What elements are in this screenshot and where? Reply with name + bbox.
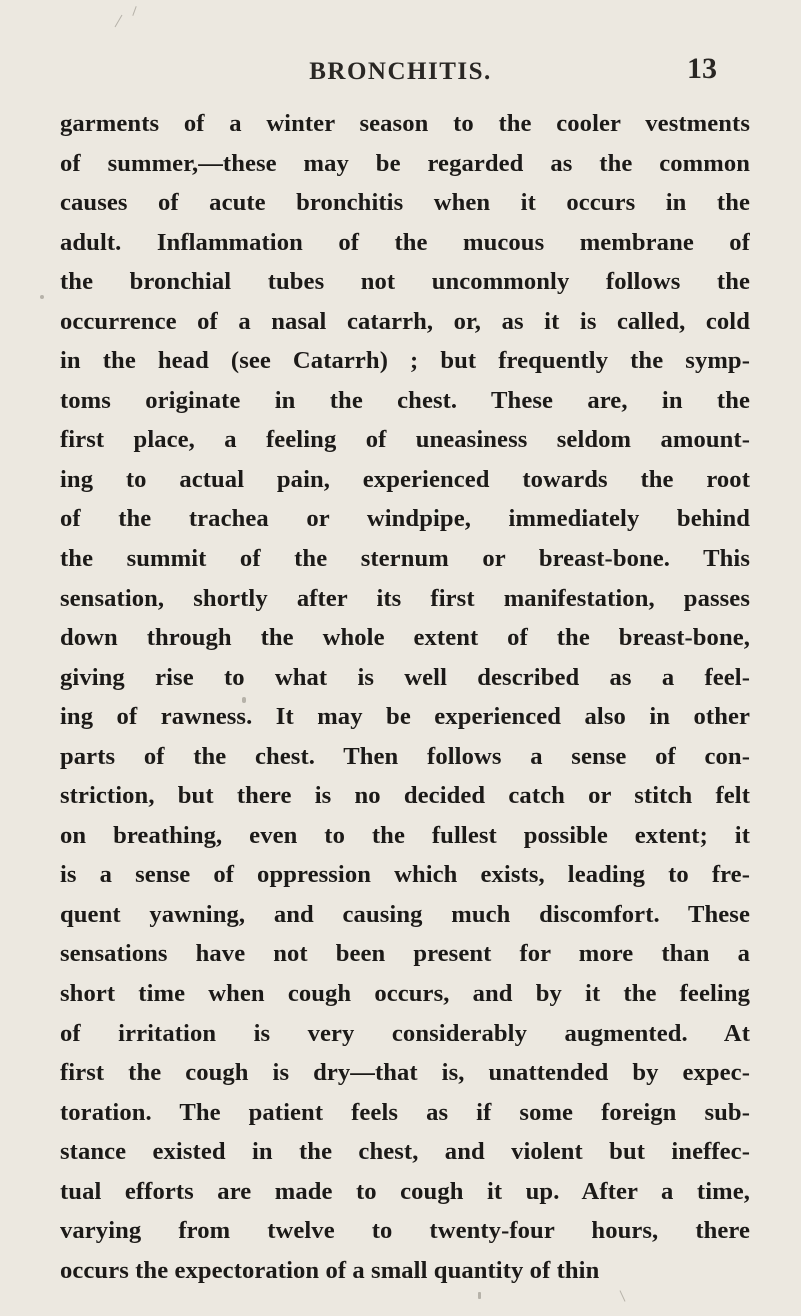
text-line: short time when cough occurs, and by it the feeling: [60, 980, 750, 1008]
text-line: on breathing, even to the fullest possible extent; it: [60, 821, 750, 849]
page-number: 13: [687, 52, 717, 85]
text-line: of the trachea or windpipe, immediately behind: [60, 505, 750, 533]
paper-speck: [115, 15, 123, 28]
text-line: toration. The patient feels as if some foreign sub-: [60, 1098, 750, 1126]
paper-speck: [132, 6, 136, 16]
text-line: varying from twelve to twenty-four hours, there: [60, 1217, 750, 1245]
paper-speck: [620, 1290, 626, 1301]
text-line: adult. Inflammation of the mucous membrane of: [60, 228, 750, 256]
text-line: the bronchial tubes not uncommonly follows the: [60, 268, 750, 296]
text-line: occurrence of a nasal catarrh, or, as it is called, cold: [60, 307, 750, 335]
text-line: of irritation is very considerably augmented. At: [60, 1019, 750, 1047]
text-line: occurs the expectoration of a small quantity of thin: [60, 1256, 600, 1284]
running-head: [0, 50, 801, 90]
text-line: stance existed in the chest, and violent but ineffec-: [60, 1138, 750, 1166]
paper-speck: [40, 295, 44, 299]
text-line: first the cough is dry—that is, unattended by expec-: [60, 1059, 750, 1087]
text-line: sensation, shortly after its first manifestation, passes: [60, 584, 750, 612]
text-line: sensations have not been present for more than a: [60, 940, 750, 968]
text-line: ing of rawness. It may be experienced also in other: [60, 703, 750, 731]
text-line: garments of a winter season to the cooler vestments: [60, 110, 750, 137]
paper-speck: [242, 697, 246, 703]
text-line: in the head (see Catarrh) ; but frequently the symp-: [60, 347, 750, 375]
text-line: the summit of the sternum or breast-bone. This: [60, 545, 750, 573]
text-line: tual efforts are made to cough it up. After a time,: [60, 1177, 750, 1205]
text-line: is a sense of oppression which exists, leading to fre-: [60, 861, 750, 889]
text-line: giving rise to what is well described as a feel-: [60, 663, 750, 691]
body-text: [60, 104, 750, 1290]
running-title: BRONCHITIS.: [309, 58, 492, 85]
text-line: down through the whole extent of the breast-bone,: [60, 624, 750, 652]
text-line: striction, but there is no decided catch or stitch felt: [60, 782, 750, 810]
paper-speck: [478, 1292, 481, 1299]
text-line: toms originate in the chest. These are, in the: [60, 386, 750, 414]
text-line: causes of acute bronchitis when it occurs in the: [60, 189, 750, 217]
text-line: quent yawning, and causing much discomfort. These: [60, 900, 750, 928]
text-line: parts of the chest. Then follows a sense of con-: [60, 742, 750, 770]
text-line: of summer,—these may be regarded as the common: [60, 149, 750, 177]
text-line: first place, a feeling of uneasiness seldom amount-: [60, 426, 750, 454]
text-line: ing to actual pain, experienced towards the root: [60, 465, 750, 493]
